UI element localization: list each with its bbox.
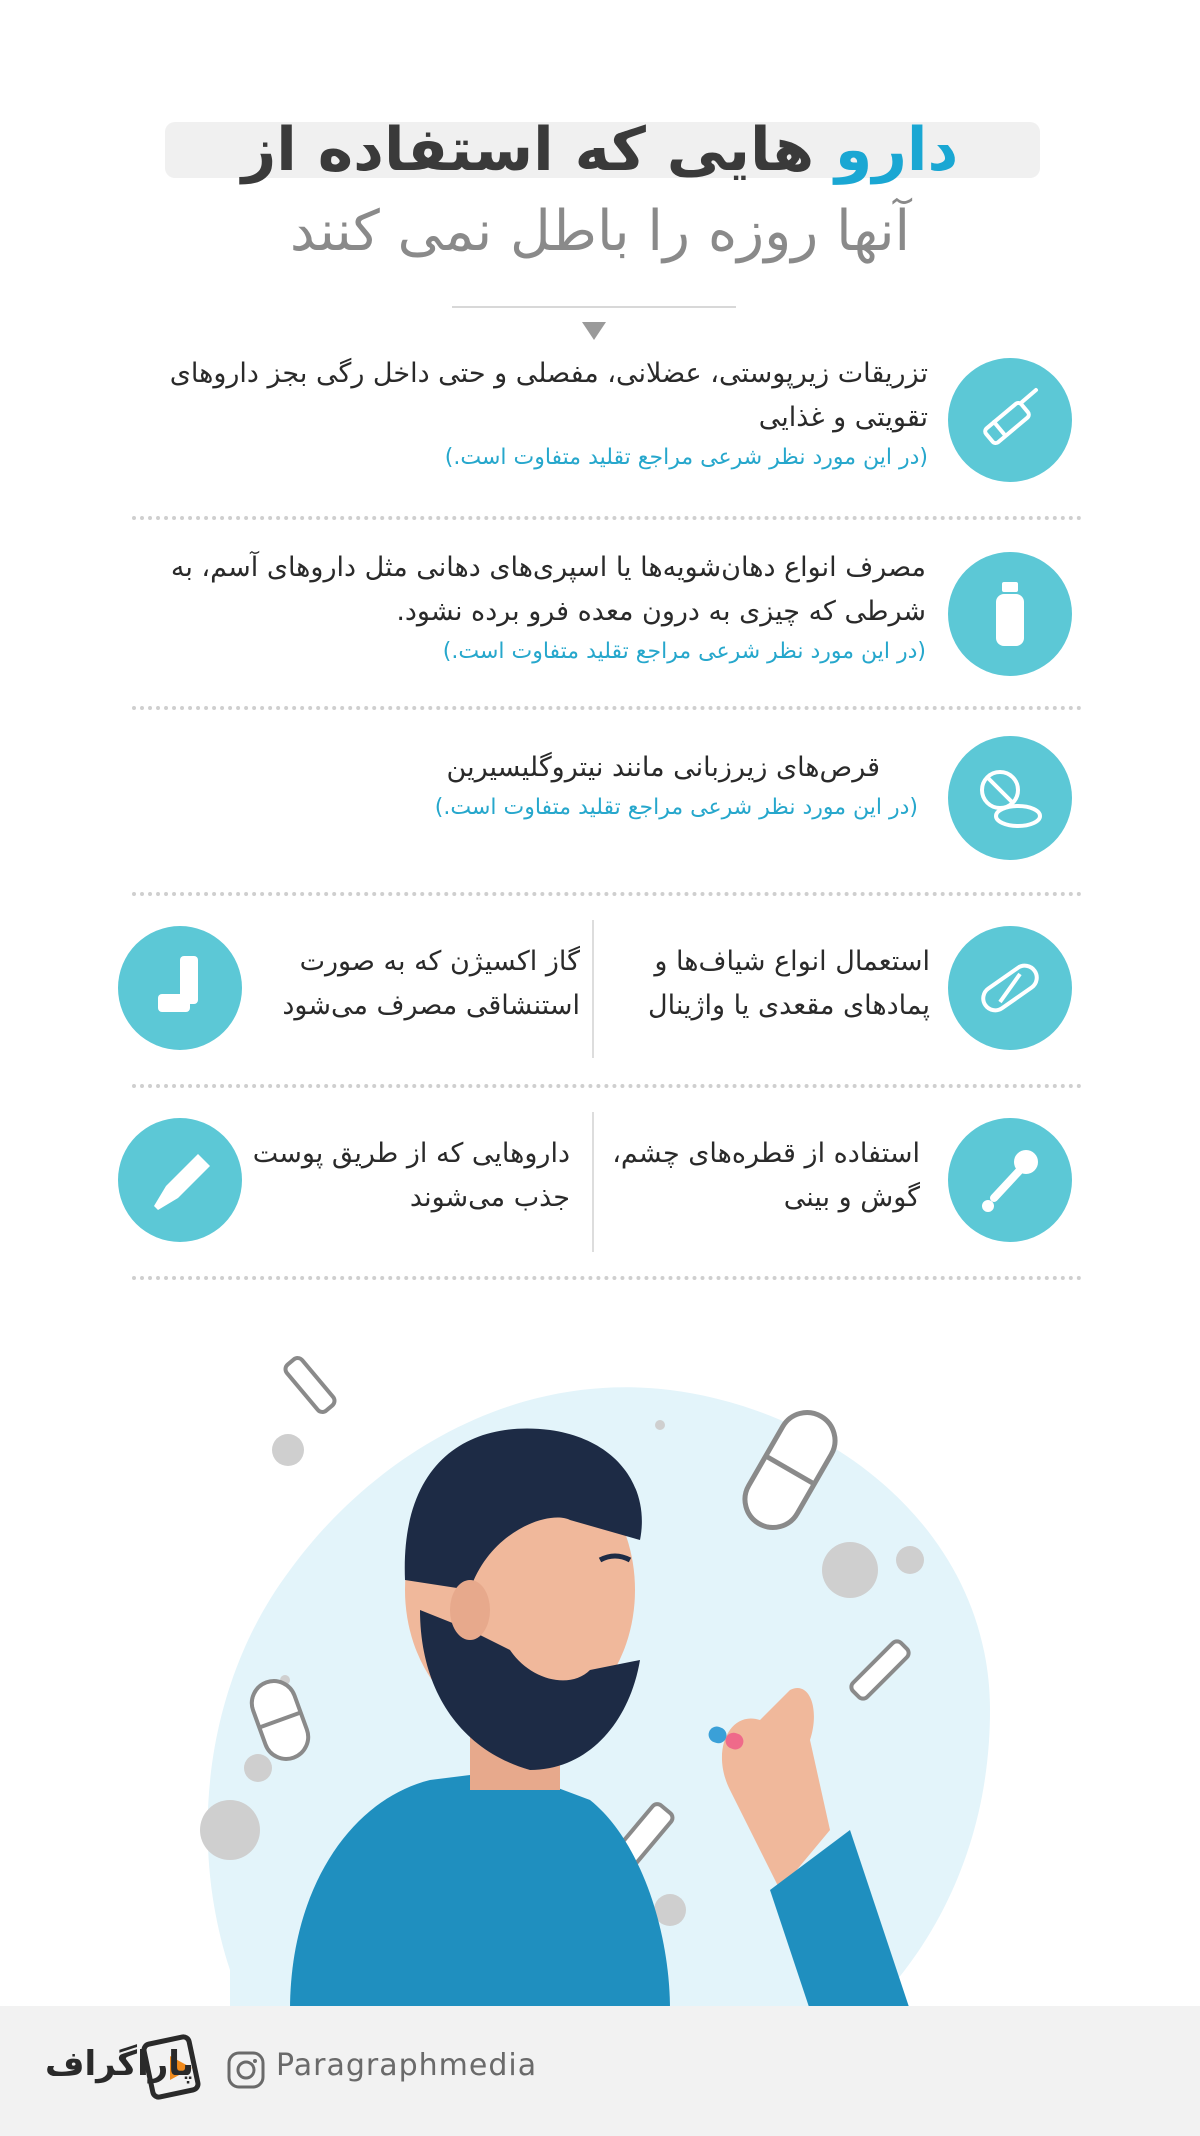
tablets-icon: [948, 736, 1072, 860]
dotted-divider: [132, 1084, 1082, 1088]
down-arrow-icon: [582, 322, 606, 340]
page-subtitle: آنها روزه را باطل نمی کنند: [289, 199, 911, 264]
ointment-tube-icon: [118, 1118, 242, 1242]
item-text: گاز اکسیژن که به صورت استنشاقی مصرف می‌شود: [282, 946, 580, 1021]
dotted-divider: [132, 706, 1082, 710]
brand-name: پاراگراف: [45, 2044, 194, 2084]
item-note: (در این مورد نظر شرعی مراجع تقلید متفاوت است.): [434, 795, 918, 820]
pair-item-left: [250, 1132, 570, 1220]
vertical-separator: [592, 1112, 594, 1252]
item-text: مصرف انواع دهان‌شویه‌ها یا اسپری‌های دهانی مثل داروهای آسم، به شرطی که چیزی به درون معده فرو برده نشود.: [170, 552, 926, 627]
instagram-icon[interactable]: [226, 2050, 266, 2090]
item-text: تزریقات زیرپوستی، عضلانی، مفصلی و حتی داخل رگی بجز داروهای تقویتی و غذایی: [169, 358, 928, 433]
instagram-handle[interactable]: Paragraphmedia: [276, 2048, 538, 2083]
inhaler-icon: [118, 926, 242, 1050]
pair-item-right: [600, 940, 930, 1028]
item-note: (در این مورد نظر شرعی مراجع تقلید متفاوت است.): [442, 639, 926, 664]
vertical-separator: [592, 920, 594, 1058]
list-item: [108, 546, 926, 670]
list-item: [118, 352, 928, 476]
item-text: قرص‌های زیرزبانی مانند نیتروگلیسیرین: [446, 752, 880, 783]
dotted-divider: [132, 1276, 1082, 1280]
dotted-divider: [132, 892, 1082, 896]
man-taking-pill-illustration: [170, 1330, 1030, 2010]
item-note: (در این مورد نظر شرعی مراجع تقلید متفاوت است.): [444, 445, 928, 470]
title-rest: هایی که استفاده از: [241, 115, 815, 185]
list-item: [118, 746, 928, 826]
pair-item-left: [250, 940, 580, 1028]
item-text: استفاده از قطره‌های چشم، گوش و بینی: [612, 1138, 920, 1213]
capsule-icon: [948, 926, 1072, 1050]
item-text: استعمال انواع شیاف‌ها و پمادهای مقعدی یا واژینال: [648, 946, 930, 1021]
dotted-divider: [132, 516, 1082, 520]
dropper-icon: [948, 1118, 1072, 1242]
item-text: داروهایی که از طریق پوست جذب می‌شوند: [252, 1138, 570, 1213]
mouthwash-bottle-icon: [948, 552, 1072, 676]
title-accent-word: دارو: [835, 115, 959, 185]
title-divider: [452, 306, 736, 308]
pair-item-right: [600, 1132, 920, 1220]
syringe-ampoule-icon: [948, 358, 1072, 482]
page-title: [160, 110, 1040, 190]
